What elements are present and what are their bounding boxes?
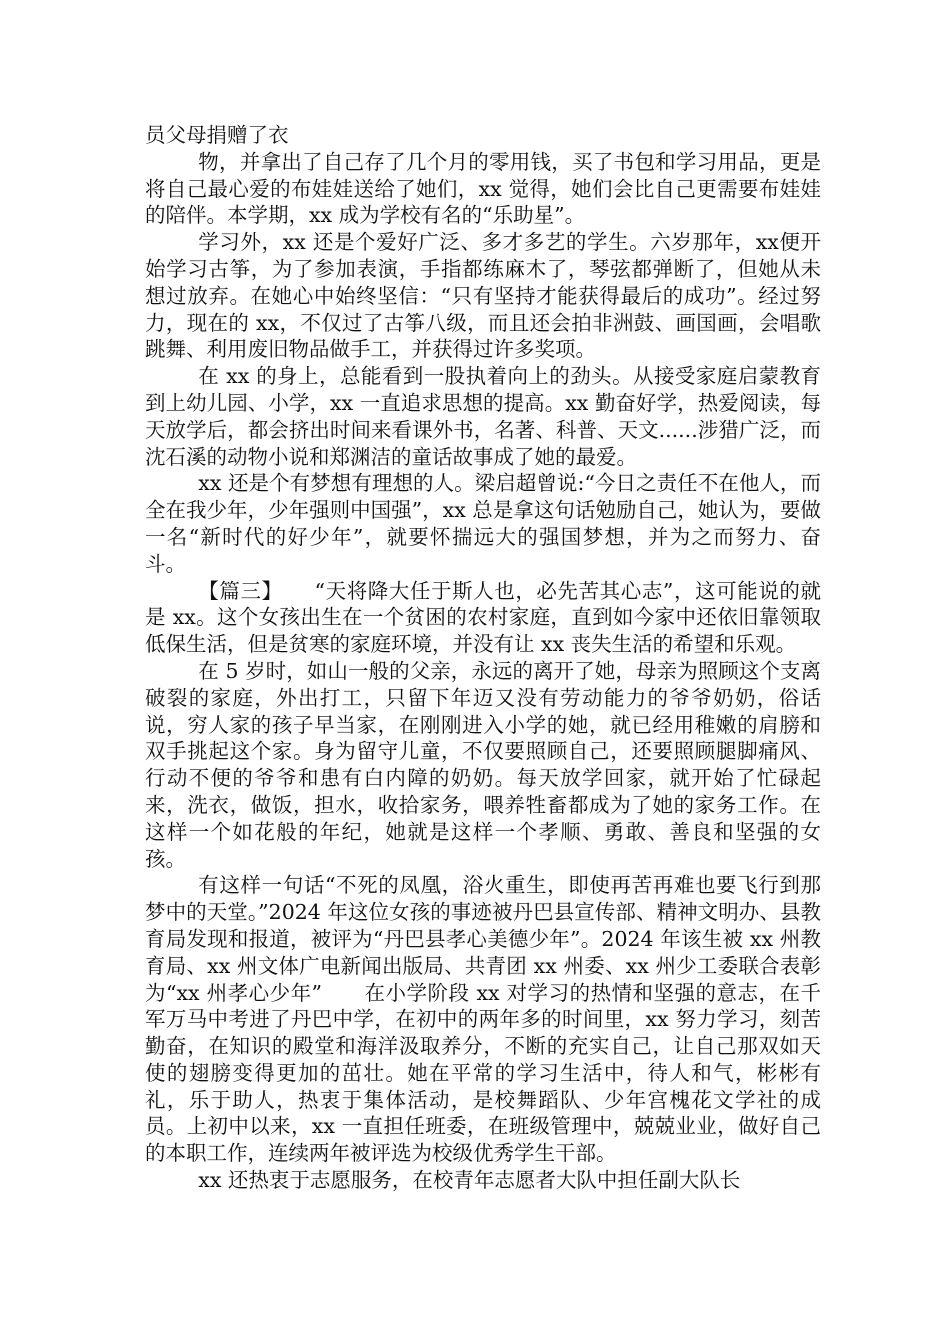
paragraph-4: xx 还是个有梦想有理想的人。梁启超曾说:“今日之责任不在他人，而全在我少年，少年强则中国强”，xx 总是拿这句话勉励自己，她认为，要做一名“新时代的好少年”，就要怀揣远大的强国梦想，并为之而努力、奋斗。 <box>145 471 821 576</box>
paragraph-8: xx 还热衷于志愿服务，在校青年志愿者大队中担任副大队长 <box>198 1168 741 1193</box>
paragraph-2: 学习外，xx 还是个爱好广泛、多才多艺的学生。六岁那年，xx便开始学习古筝，为了参加表演，手指都练麻木了，琴弦都弹断了，但她从未想过放弃。在她心中始终坚信：“只有坚持才能获得最后的成功”。经过努力，现在的 xx，不仅过了古筝八级，而且还会拍非洲鼓、画国画，会唱歌跳舞、利用废旧物品做手工，并获得过许多奖项。 <box>145 230 821 362</box>
paragraph-5: 【篇三】 “天将降大任于斯人也，必先苦其心志”，这可能说的就是 xx。这个女孩出生在一个贫困的农村家庭，直到如今家中还依旧靠领取低保生活，但是贫寒的家庭环境，并没有让 xx 丧失生活的希望和乐观。 <box>145 578 821 657</box>
paragraph-7: 有这样一句话“不死的凤凰，浴火重生，即使再苦再难也要飞行到那梦中的天堂。”2024 年这位女孩的事迹被丹巴县宣传部、精神文明办、县教育局发现和报道，被评为“丹巴县孝心美德少年”。2024 年该生被 xx 州教育局、xx 州文体广电新闻出版局、共青团 xx 州委、xx 州少工委联合表彰为“xx 州孝心少年” 在小学阶段 xx 对学习的热情和坚强的意志，在千军万马中考进了丹巴中学，在初中的两年多的时间里，xx 努力学习，刻苦勤奋，在知识的殿堂和海洋汲取养分，不断的充实自己，让自己那双如天使的翅膀变得更加的茁壮。她在平常的学习生活中，待人和气，彬彬有礼，乐于助人，热衷于集体活动，是校舞蹈队、少年宫槐花文学社的成员。上初中以来，xx 一直担任班委，在班级管理中，兢兢业业，做好自己的本职工作，连续两年被评选为校级优秀学生干部。 <box>145 873 821 1166</box>
paragraph-1: 物，并拿出了自己存了几个月的零用钱，买了书包和学习用品，更是将自己最心爱的布娃娃送给了她们，xx 觉得，她们会比自己更需要布娃娃的陪伴。本学期，xx 成为学校有名的“乐助星”。 <box>145 149 821 228</box>
document-page <box>145 122 821 1194</box>
paragraph-6: 在 5 岁时，如山一般的父亲，永远的离开了她，母亲为照顾这个支离破裂的家庭，外出打工，只留下年迈又没有劳动能力的爷爷奶奶，俗话说，穷人家的孩子早当家，在刚刚进入小学的她，就已经用稚嫩的肩膀和双手挑起这个家。身为留守儿童，不仅要照顾自己，还要照顾腿脚痛风、行动不便的爷爷和患有白内障的奶奶。每天放学回家，就开始了忙碌起来，洗衣，做饭，担水，收拾家务，喂养牲畜都成为了她的家务工作。在这样一个如花般的年纪，她就是这样一个孝顺、勇敢、善良和坚强的女孩。 <box>145 658 821 871</box>
paragraph-0: 员父母捐赠了衣 <box>145 123 289 147</box>
paragraph-3: 在 xx 的身上，总能看到一股执着向上的劲头。从接受家庭启蒙教育到上幼儿园、小学，xx 一直追求思想的提高。xx 勤奋好学，热爱阅读，每天放学后，都会挤出时间来看课外书，名著、科普、天文......涉猎广泛，而沈石溪的动物小说和郑渊洁的童话故事成了她的最爱。 <box>145 364 821 469</box>
